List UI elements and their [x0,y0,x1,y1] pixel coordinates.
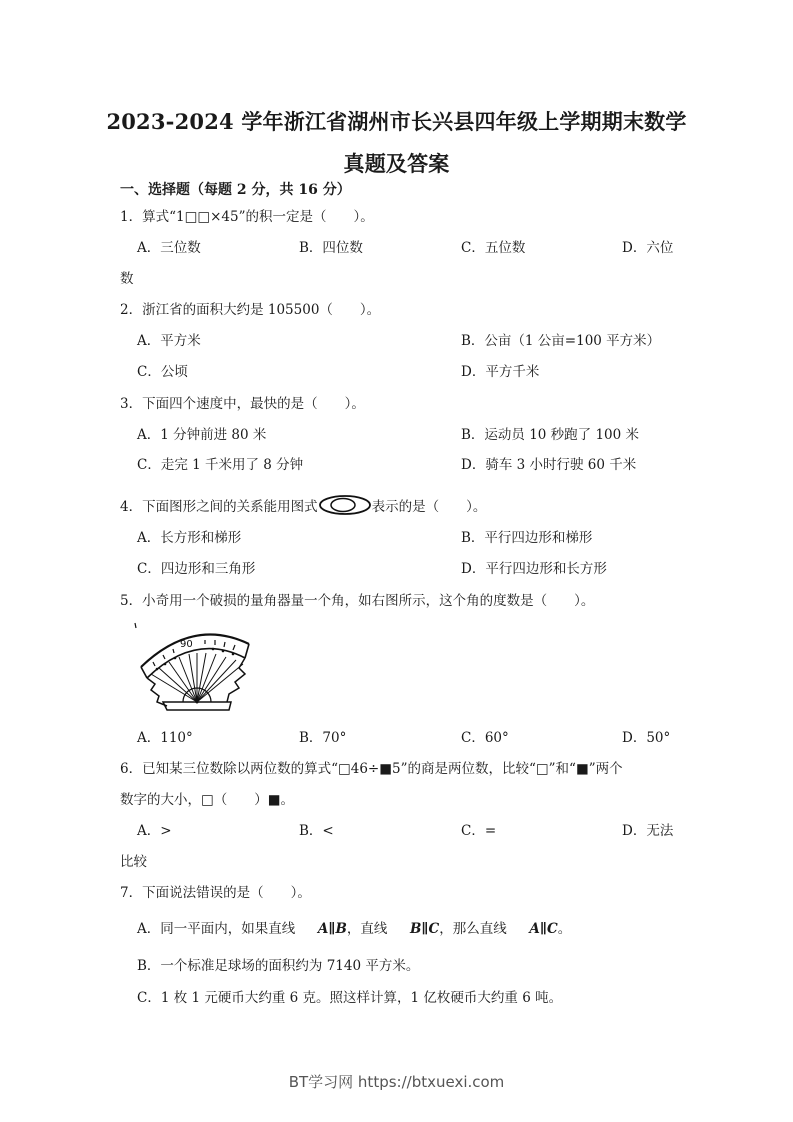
question-1-stem: 1．算式“1□□×45”的积一定是（ ）。 [120,209,374,225]
question-2-option-b: B．公亩（1 公亩=100 平方米） [461,333,661,349]
question-7-option-c: C．1 枚 1 元硬币大约重 6 克。照这样计算，1 亿枚硬币大约重 6 吨。 [137,990,563,1006]
math-expression-b-parallel-c: B∥C [409,921,440,937]
nested-ellipse-diagram-icon [318,494,372,521]
question-6-option-b: B．< [299,823,334,839]
question-3-option-c: C．走完 1 千米用了 8 分钟 [137,457,304,473]
question-7-option-a-text2: ，直线 [346,921,388,937]
question-5-option-d: D．50° [622,730,671,746]
footer-watermark[interactable]: BT学习网 https://btxuexi.com [288,1073,505,1091]
question-3-option-b: B．运动员 10 秒跑了 100 米 [461,427,640,443]
broken-protractor-figure [133,622,257,712]
question-6-option-d: D．无法 [622,823,674,839]
question-2-option-a: A．平方米 [137,333,201,349]
question-1-option-d: D．六位 [622,240,674,256]
question-4-option-c: C．四边形和三角形 [137,561,256,577]
question-7-option-a-text1: A．同一平面内，如果直线 [137,921,296,937]
page-title-line2: 真题及答案 [343,151,450,176]
question-1-option-b: B．四位数 [299,240,363,256]
question-2-stem: 2．浙江省的面积大约是 105500（ ）。 [120,302,381,318]
question-6-option-a: A．> [137,823,172,839]
question-6-option-d-wrap: 比较 [120,854,147,870]
question-4-stem [120,494,486,521]
question-1-option-a: A．三位数 [137,240,201,256]
question-5-option-b: B．70° [299,730,347,746]
question-2-option-d: D．平方千米 [461,364,540,380]
question-6-stem-line1: 6．已知某三位数除以两位数的算式“□46÷■5”的商是两位数，比较“□”和“■”两个 [120,761,623,777]
question-7-option-a [137,920,571,938]
question-4-option-b: B．平行四边形和梯形 [461,530,593,546]
question-4-stem-before: 4．下面图形之间的关系能用图式 [120,499,318,515]
question-1-option-c: C．五位数 [461,240,526,256]
question-5-option-a: A．110° [137,730,193,746]
question-7-stem: 7．下面说法错误的是（ ）。 [120,885,311,901]
question-7-option-a-text4: 。 [557,921,572,937]
protractor-90-label: 90 [180,639,193,650]
question-7-option-a-text3: ，那么直线 [439,921,507,937]
question-2-option-c: C．公顷 [137,364,188,380]
math-expression-a-parallel-b: A∥B [317,921,347,937]
question-4-stem-after: 表示的是（ ）。 [371,499,487,515]
question-5-stem: 5．小奇用一个破损的量角器量一个角，如右图所示，这个角的度数是（ ）。 [120,593,595,609]
question-3-stem: 3．下面四个速度中，最快的是（ ）。 [120,396,365,412]
question-5-option-c: C．60° [461,730,509,746]
question-6-stem-line2: 数字的大小，□（ ）■。 [120,792,295,808]
math-expression-a-parallel-c: A∥C [529,921,558,937]
page-title-line1: 2023-2024 学年浙江省湖州市长兴县四年级上学期期末数学 [106,109,687,134]
question-1-option-d-wrap: 数 [120,271,134,287]
question-6-option-c: C．= [461,823,497,839]
question-7-option-b: B．一个标准足球场的面积约为 7140 平方米。 [137,958,420,974]
question-3-option-d: D．骑车 3 小时行驶 60 千米 [461,457,637,473]
question-4-option-d: D．平行四边形和长方形 [461,561,607,577]
section-heading: 一、选择题（每题 2 分，共 16 分） [120,182,351,198]
question-4-option-a: A．长方形和梯形 [137,530,242,546]
question-3-option-a: A．1 分钟前进 80 米 [137,427,267,443]
